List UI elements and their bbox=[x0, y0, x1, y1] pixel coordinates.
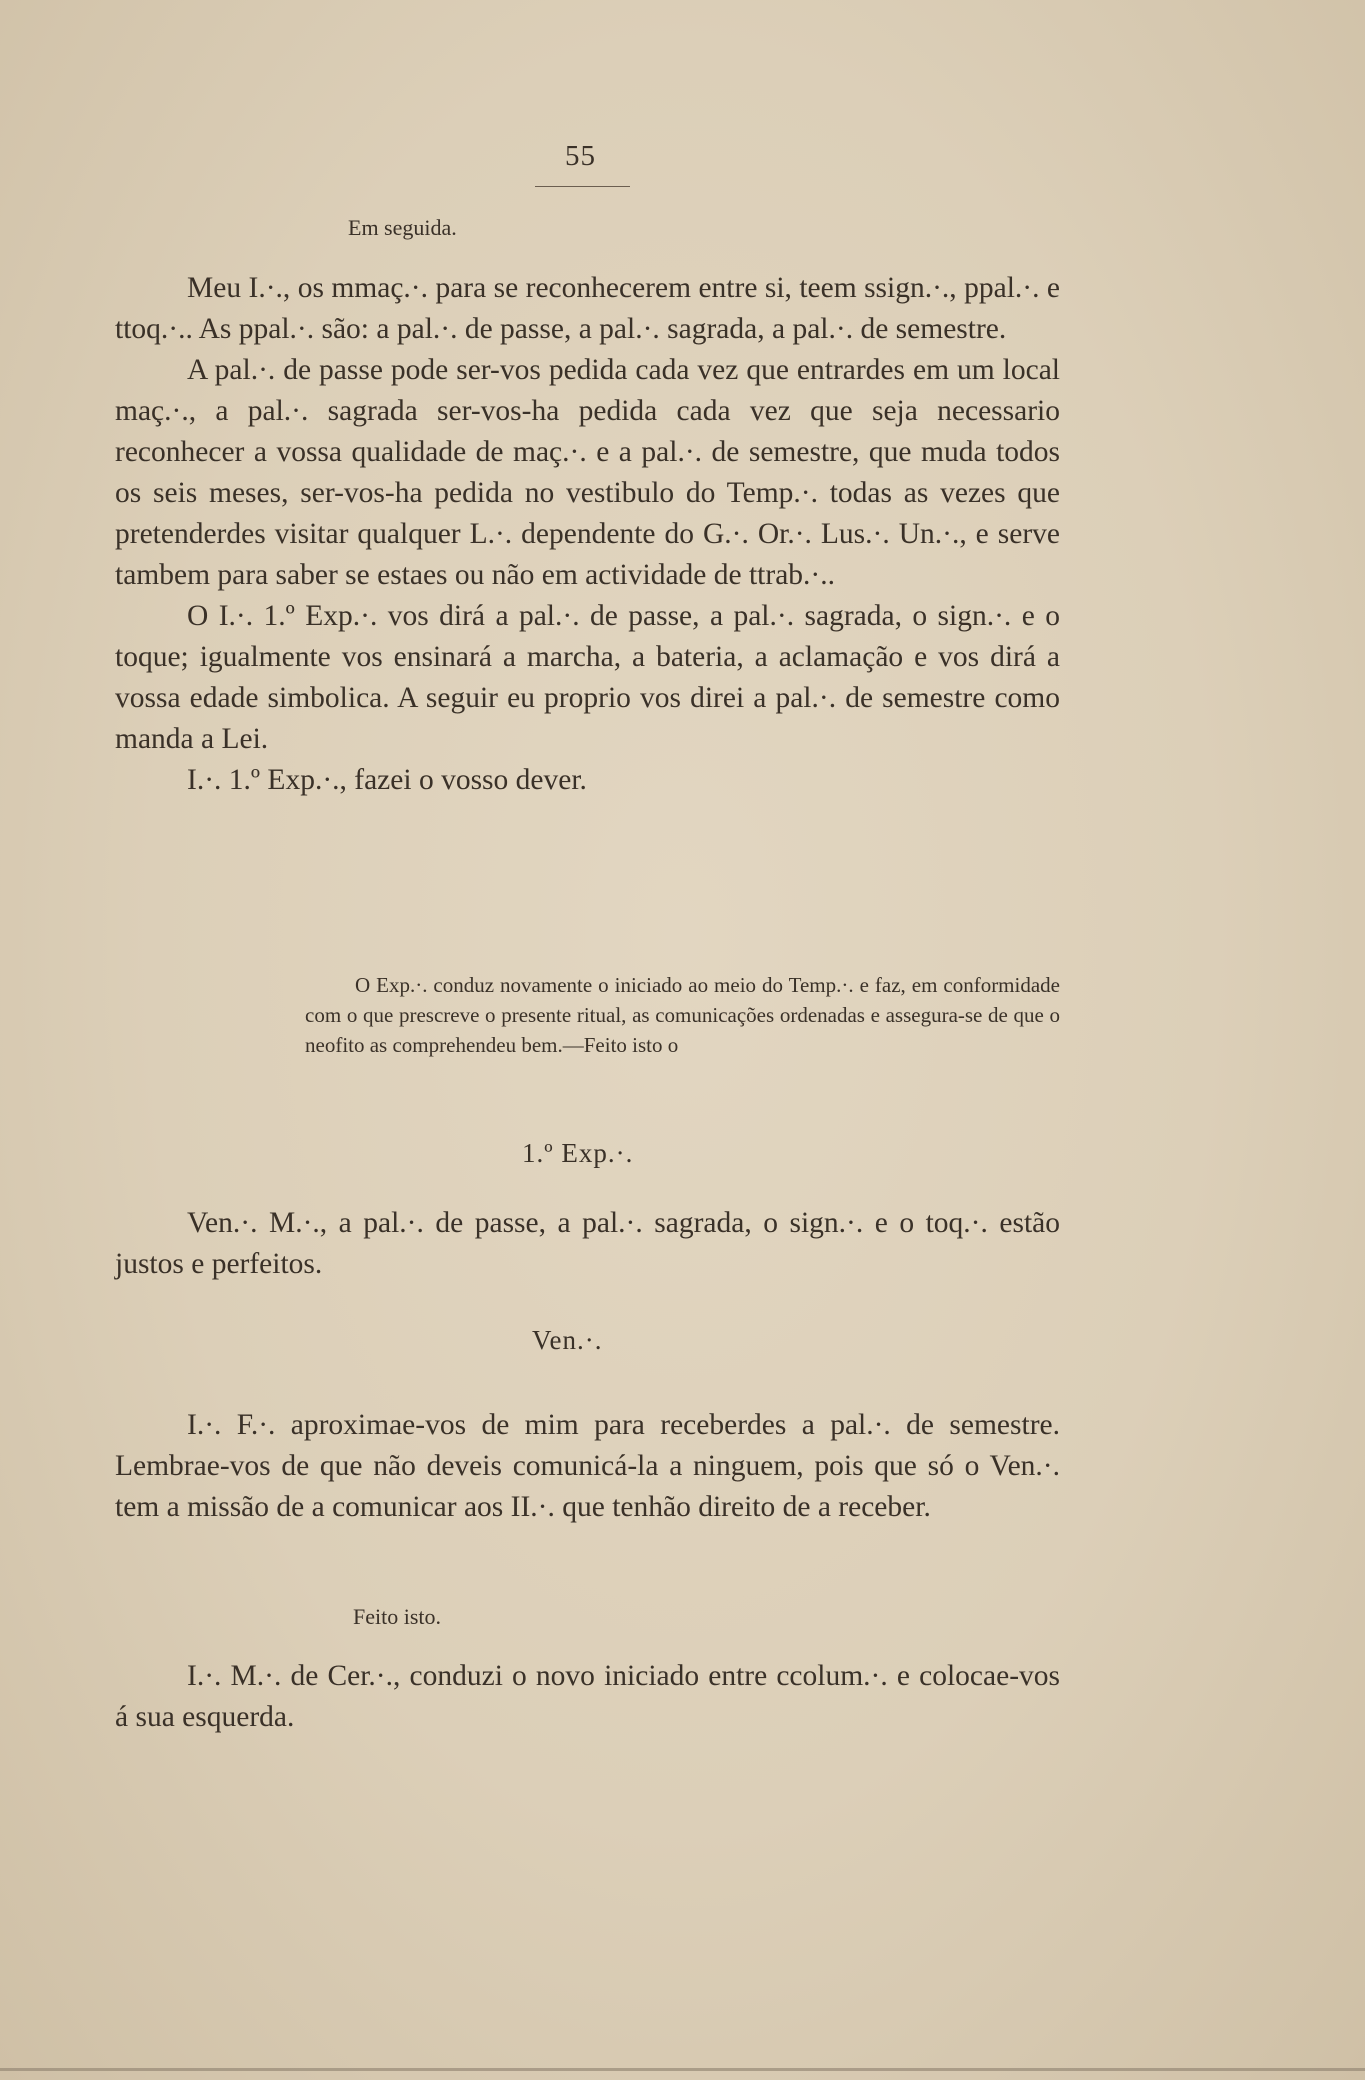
speaker-first-expert: 1.º Exp.·. bbox=[522, 1138, 634, 1168]
speech-2-text: Ven.·. M.·., a pal.·. de passe, a pal.·. sagrada, o sign.·. e o toq.·. estão justos e perfeitos. bbox=[115, 1207, 1060, 1280]
speech-block-2 bbox=[115, 1203, 1060, 1285]
stage-note-1-text: O Exp.·. conduz novamente o iniciado ao meio do Temp.·. e faz, em conformidade com o que prescreve o presente ritual, as comunicações ordenadas e assegura-se de que o neofito as comprehendeu bem.—Feito isto o bbox=[305, 973, 1060, 1057]
speech-1-paragraph-2: A pal.·. de passe pode ser-vos pedida cada vez que entrardes em um local maç.·., a pal.·. sagrada ser-vos-ha pedida cada vez que seja necessario reconhecer a vossa qualidade de maç.·. e a pal.·. de semestre, que muda todos os seis meses, ser-vos-ha pedida no vestibulo do Temp.·. todas as vezes que pretenderdes visitar qualquer L.·. dependente do G.·. Or.·. Lus.·. Un.·., e serve tambem para saber se estaes ou não em actividade de ttrab.·.. bbox=[115, 354, 1060, 591]
page-bottom-edge bbox=[0, 2068, 1365, 2071]
intro-heading: Em seguida. bbox=[348, 215, 457, 240]
speech-block-3 bbox=[115, 1405, 1060, 1528]
page-number: 55 bbox=[565, 140, 596, 172]
stage-note-2: Feito isto. bbox=[353, 1604, 442, 1629]
speech-4-text: I.·. M.·. de Cer.·., conduzi o novo iniciado entre ccolum.·. e colocae-vos á sua esquerda. bbox=[115, 1660, 1060, 1733]
speech-1-paragraph-1: Meu I.·., os mmaç.·. para se reconhecerem entre si, teem ssign.·., ppal.·. e ttoq.·.. As ppal.·. são: a pal.·. de passe, a pal.·. sagrada, a pal.·. de semestre. bbox=[115, 272, 1060, 345]
speech-block-4 bbox=[115, 1656, 1060, 1738]
page-number-rule bbox=[535, 186, 630, 187]
speaker-venerable: Ven.·. bbox=[532, 1325, 603, 1355]
stage-note-1 bbox=[305, 970, 1060, 1060]
speech-block-1 bbox=[115, 268, 1060, 801]
speech-3-text: I.·. F.·. aproximae-vos de mim para receberdes a pal.·. de semestre. Lembrae-vos de que não deveis comunicá-la a ninguem, pois que só o Ven.·. tem a missão de a comunicar aos II.·. que tenhão direito de a receber. bbox=[115, 1409, 1060, 1523]
speech-1-paragraph-3: O I.·. 1.º Exp.·. vos dirá a pal.·. de passe, a pal.·. sagrada, o sign.·. e o toque; igualmente vos ensinará a marcha, a bateria, a aclamação e vos dirá a vossa edade simbolica. A seguir eu proprio vos direi a pal.·. de semestre como manda a Lei. bbox=[115, 600, 1060, 755]
speech-1-paragraph-4: I.·. 1.º Exp.·., fazei o vosso dever. bbox=[187, 764, 587, 796]
